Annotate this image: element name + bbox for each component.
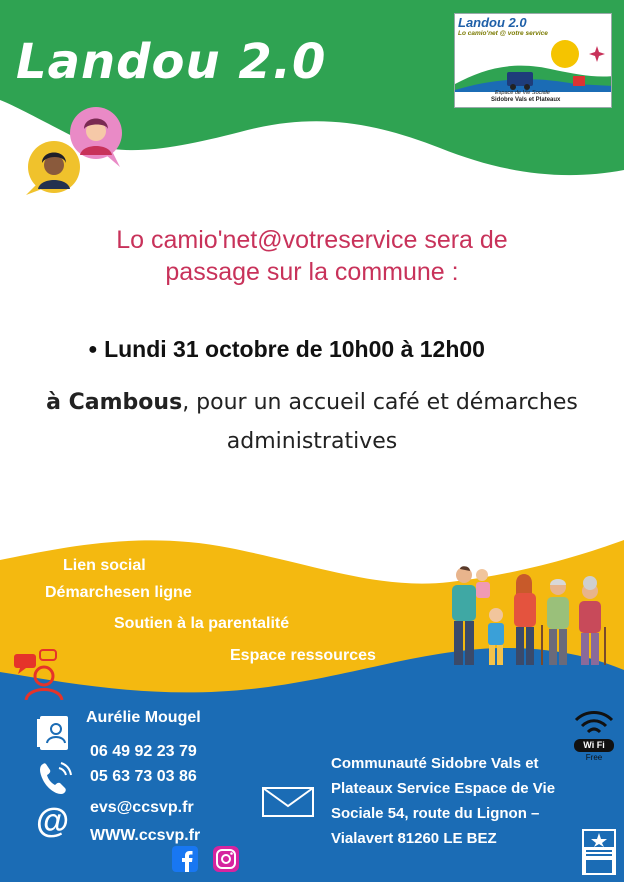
family-illustration	[438, 565, 612, 677]
person-speech-icon	[12, 648, 68, 700]
service-item: Espace ressources	[230, 647, 376, 664]
phone-icon	[37, 760, 75, 796]
service-item: Lien social	[63, 557, 146, 574]
contact-card-icon	[37, 715, 71, 751]
instagram-icon[interactable]	[213, 846, 239, 872]
headline-line1: Lo camio'net@votreservice sera de	[116, 226, 508, 254]
announcement-headline	[0, 224, 624, 288]
service-item: Démarchesen ligne	[45, 584, 192, 601]
website-link[interactable]: WWW.ccsvp.fr	[90, 827, 201, 844]
email-link[interactable]: evs@ccsvp.fr	[90, 799, 194, 816]
service-item: Soutien à la parentalité	[114, 615, 290, 632]
envelope-icon	[261, 786, 315, 818]
logo-title: Landou 2.0	[458, 15, 527, 30]
event-place	[0, 383, 624, 461]
logo-landscape	[455, 40, 612, 92]
contact-name: Aurélie Mougel	[86, 709, 201, 726]
logo-footer-line2: Sidobre Vals et Plateaux	[491, 97, 561, 103]
chat-avatars-icon	[20, 105, 132, 197]
at-icon: @	[36, 802, 70, 840]
facebook-icon[interactable]	[172, 846, 198, 872]
landou-logo	[454, 13, 612, 108]
wifi-free-label: Free	[585, 753, 603, 762]
place-description: , pour un accueil café et démarches	[182, 390, 578, 415]
event-date	[88, 336, 485, 363]
place-name: à Cambous	[46, 390, 183, 415]
event-date-text: Lundi 31 octobre de 10h00 à 12h00	[104, 336, 485, 362]
caf-logo	[582, 829, 616, 875]
wifi-icon	[572, 708, 616, 738]
wifi-badge	[572, 708, 616, 766]
place-description-line2: administratives	[226, 429, 398, 454]
logo-footer-line1: Espace de Vie Sociale	[495, 90, 550, 96]
organization-address: Communauté Sidobre Vals et Plateaux Service Espace de Vie Sociale 54, route du Lignon – Vialavert 81260 LE BEZ	[331, 755, 556, 847]
phone-number-1[interactable]: 06 49 92 23 79	[90, 743, 197, 760]
headline-line2: passage sur la commune :	[165, 258, 459, 286]
bullet-icon: ●	[88, 341, 98, 358]
wifi-label: Wi Fi	[574, 739, 614, 752]
phone-number-2[interactable]: 05 63 73 03 86	[90, 768, 197, 785]
page-title: Landou 2.0	[16, 34, 327, 90]
logo-tagline: Lo camio'net @ votre service	[458, 30, 548, 37]
